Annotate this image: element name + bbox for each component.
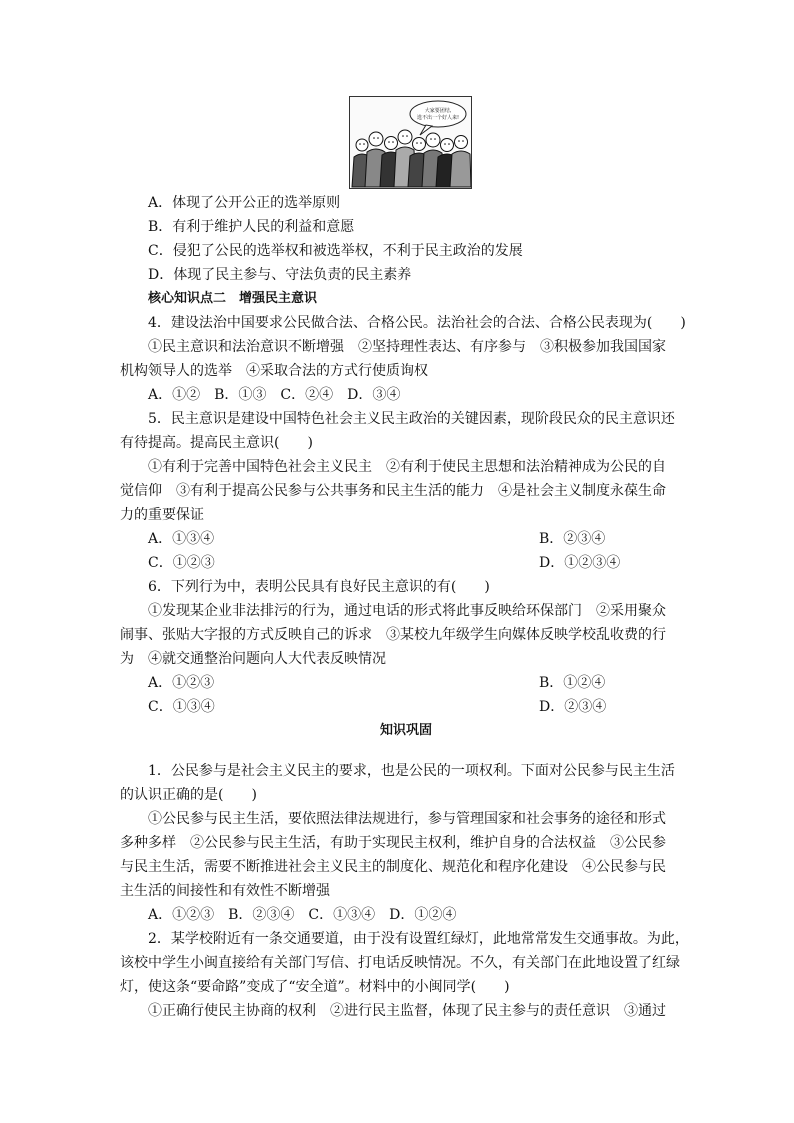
cartoon-illustration bbox=[349, 96, 472, 189]
q3-option-b: B．有利于维护人民的利益和意愿 bbox=[148, 219, 355, 235]
q6-option-b: B．①②④ bbox=[539, 675, 606, 691]
q6-option-a: A．①②③ bbox=[148, 675, 215, 691]
k1-statements-line2: 多种多样 ②公民参与民主生活，有助于实现民主权利，维护自身的合法权益 ③公民参 bbox=[120, 835, 666, 851]
q5-option-c: C．①②③ bbox=[148, 555, 215, 571]
q5-statements-line2: 觉信仰 ③有利于提高公民参与公共事务和民主生活的能力 ④是社会主义制度永葆生命 bbox=[120, 483, 666, 499]
speech-text-1: 大家要团结, bbox=[424, 108, 452, 114]
k1-stem-line1: 1．公民参与是社会主义民主的要求，也是公民的一项权利。下面对公民参与民主生活 bbox=[148, 763, 675, 779]
k1-statements-line1: ①公民参与民主生活，要依照法律法规进行，参与管理国家和社会事务的途径和形式 bbox=[148, 811, 666, 827]
q5-option-b: B．②③④ bbox=[539, 531, 606, 547]
q5-stem-line1: 5．民主意识是建设中国特色社会主义民主政治的关键因素，现阶段民众的民主意识还 bbox=[148, 411, 675, 427]
q3-option-c: C．侵犯了公民的选举权和被选举权，不利于民主政治的发展 bbox=[148, 243, 523, 259]
cartoon-drawing bbox=[350, 97, 471, 188]
k1-choices: A．①②③ B．②③④ C．①③④ D．①②④ bbox=[148, 907, 457, 923]
q6-statements-line1: ①发现某企业非法排污的行为，通过电话的形式将此事反映给环保部门 ②采用聚众 bbox=[148, 603, 666, 619]
q5-option-a: A．①③④ bbox=[148, 531, 215, 547]
q4-choices: A．①② B．①③ C．②④ D．③④ bbox=[148, 387, 401, 403]
q3-option-d: D．体现了民主参与、守法负责的民主素养 bbox=[148, 267, 412, 283]
q6-statements-line3: 为 ④就交通整治问题向人大代表反映情况 bbox=[120, 651, 386, 667]
k1-statements-line4: 主生活的间接性和有效性不断增强 bbox=[120, 883, 330, 899]
k2-stem-line2: 该校中学生小闽直接给有关部门写信、打电话反映情况。不久，有关部门在此地设置了红绿 bbox=[120, 955, 680, 971]
speech-text-2: 选不出一个好人来! bbox=[416, 115, 460, 121]
k1-statements-line3: 与民主生活，需要不断推进社会主义民主的制度化、规范化和程序化建设 ④公民参与民 bbox=[120, 859, 666, 875]
q5-statements-line3: 力的重要保证 bbox=[120, 507, 204, 523]
section-title: 知识巩固 bbox=[380, 723, 433, 738]
k2-statements-line1: ①正确行使民主协商的权利 ②进行民主监督，体现了民主参与的责任意识 ③通过 bbox=[148, 1003, 666, 1019]
q5-statements-line1: ①有利于完善中国特色社会主义民主 ②有利于使民主思想和法治精神成为公民的自 bbox=[148, 459, 666, 475]
q6-option-d: D．②③④ bbox=[539, 699, 607, 715]
q6-option-c: C．①③④ bbox=[148, 699, 215, 715]
q4-stem: 4．建设法治中国要求公民做合法、合格公民。法治社会的合法、合格公民表现为( ) bbox=[148, 315, 686, 331]
k1-stem-line2: 的认识正确的是( ) bbox=[120, 787, 257, 803]
q6-stem: 6．下列行为中，表明公民具有良好民主意识的有( ) bbox=[148, 579, 490, 595]
q5-stem-line2: 有待提高。提高民主意识( ) bbox=[120, 435, 313, 451]
k2-stem-line1: 2．某学校附近有一条交通要道，由于没有设置红绿灯，此地常常发生交通事故。为此， bbox=[148, 931, 689, 947]
q3-option-a: A．体现了公开公正的选举原则 bbox=[148, 195, 341, 211]
q4-statements-line2: 机构领导人的选举 ④采取合法的方式行使质询权 bbox=[120, 363, 428, 379]
q4-statements-line1: ①民主意识和法治意识不断增强 ②坚持理性表达、有序参与 ③积极参加我国国家 bbox=[148, 339, 666, 355]
k2-stem-line3: 灯，使这条“要命路”变成了“安全道”。材料中的小闽同学( ) bbox=[120, 979, 510, 995]
q5-option-d: D．①②③④ bbox=[539, 555, 621, 571]
core-knowledge-heading: 核心知识点二 增强民主意识 bbox=[148, 291, 318, 306]
q6-statements-line2: 闹事、张贴大字报的方式反映自己的诉求 ③某校九年级学生向媒体反映学校乱收费的行 bbox=[120, 627, 666, 643]
